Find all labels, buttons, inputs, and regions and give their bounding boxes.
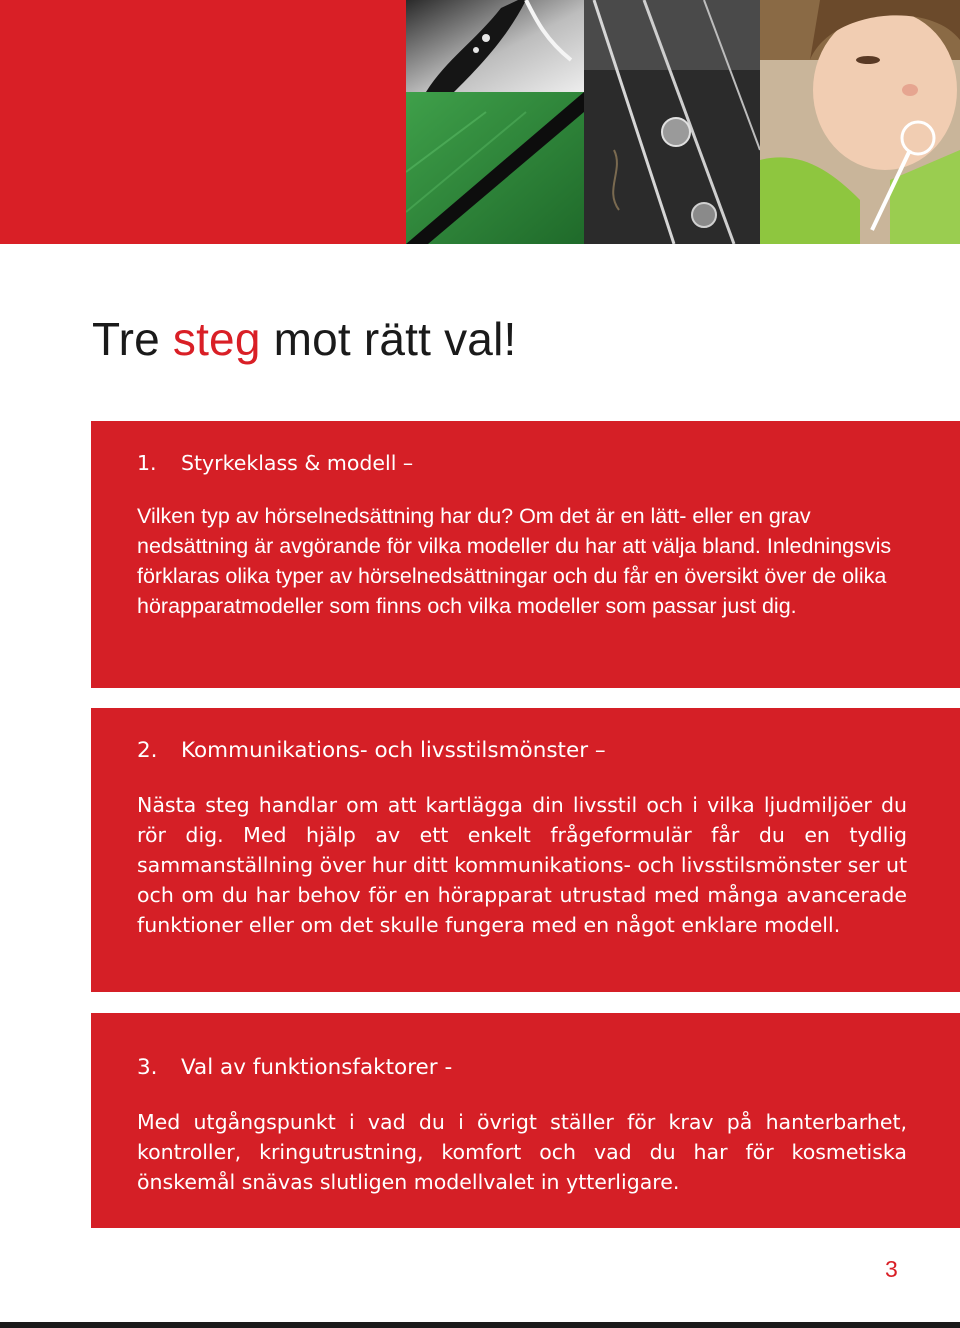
guitar-strings-photo (584, 0, 760, 244)
title-accent-word: steg (172, 313, 261, 365)
page-number: 3 (885, 1256, 898, 1282)
step-card-3 (91, 1013, 960, 1228)
header-banner (0, 0, 960, 244)
step-title: Kommunikations- och livsstilsmönster – (181, 738, 606, 763)
step-number: 1. (137, 451, 157, 475)
step-title: Styrkeklass & modell – (181, 451, 414, 475)
hearing-aid-photo (406, 0, 584, 92)
page-title (92, 312, 517, 366)
child-blowing-bubbles-photo (760, 0, 960, 244)
step-description: Nästa steg handlar om att kartlägga din livsstil och i vilka ljudmiljöer du rör dig. Med hjälp av ett enkelt frågeformulär får du en tydlig sammanställning över hur ditt kommunikations- och livsstilsmönster ser ut och om du har behov för en hörapparat utrustad med många avancerade funktioner eller om det skulle fungera med en något enklare modell. (137, 793, 907, 937)
step-title: Val av funktionsfaktorer - (181, 1055, 453, 1080)
step-card-1 (91, 421, 960, 688)
step-heading (137, 1055, 452, 1080)
title-text: Tre (92, 313, 173, 365)
step-heading (137, 738, 606, 763)
step-number: 3. (137, 1055, 158, 1080)
green-leaf-photo (406, 92, 584, 244)
footer-divider (0, 1322, 960, 1328)
step-number: 2. (137, 738, 158, 763)
step-heading (137, 451, 413, 475)
title-text-end: mot rätt val! (260, 313, 517, 365)
step-description: Vilken typ av hörselnedsättning har du? Om det är en lätt- eller en grav nedsättning är avgörande för vilka modeller du har att välja bland. Inledningsvis förklaras olika typer av hörselnedsättningar och du får en översikt över de olika hörapparatmodeller som finns och vilka modeller som passar just dig. (137, 504, 892, 618)
step-description: Med utgångspunkt i vad du i övrigt ställer för krav på hanterbarhet, kontroller, kringutrustning, komfort och vad du har för kosmetiska önskemål snävas slutligen modellvalet in ytterligare. (137, 1110, 907, 1194)
red-banner-block (0, 0, 406, 244)
step-card-2 (91, 708, 960, 992)
